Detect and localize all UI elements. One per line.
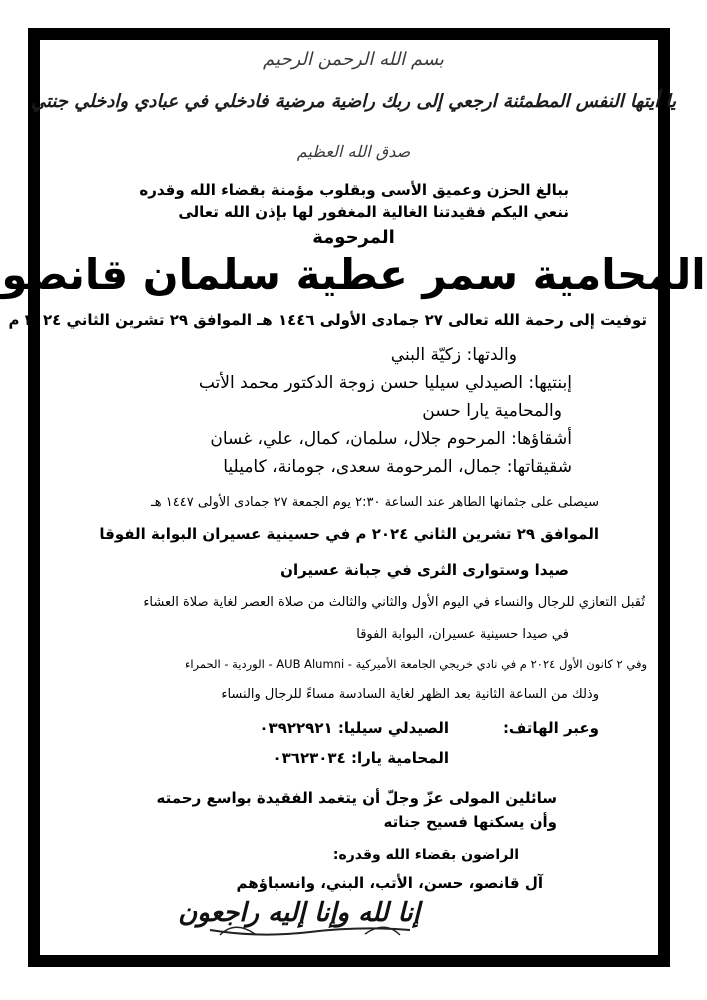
funeral-line-2: الموافق ٢٩ تشرين الثاني ٢٠٢٤ م في حسينية عسيران البوابة الفوقا bbox=[99, 525, 599, 543]
closing-label: الراضون بقضاء الله وقدره: bbox=[332, 847, 519, 863]
sisters-line: شقيقاتها: جمال، المرحومة سعدى، جومانة، كاميليا bbox=[223, 457, 572, 477]
deceased-name: المحامية سمر عطية سلمان قانصو bbox=[1, 250, 706, 299]
phone-label: وعبر الهاتف: bbox=[502, 719, 599, 737]
prayer-line-1: سائلين المولى عزّ وجلّ أن يتغمد الفقيدة بواسع رحمته bbox=[156, 789, 557, 807]
condolences-line-3: وفي ٢ كانون الأول ٢٠٢٤ م في نادي خريجي الجامعة الأميركية - AUB Alumni - الوردية - الحمراء bbox=[184, 657, 647, 671]
prayer-line-2: وأن يسكنها فسيح جناته bbox=[383, 813, 557, 831]
intro-line-1: ببالغ الحزن وعميق الأسى وبقلوب مؤمنة بقضاء الله وقدره bbox=[139, 181, 569, 199]
daughters-line-1: إبنتيها: الصيدلي سيليا حسن زوجة الدكتور محمد الأتب bbox=[198, 373, 572, 393]
final-verse: إنا لله وإنا إليه راجعون bbox=[178, 898, 420, 928]
basmala: بسم الله الرحمن الرحيم bbox=[263, 49, 444, 70]
final-verse-ornament bbox=[178, 890, 420, 945]
phone-contact-2: المحامية يارا: ٠٣٦٢٣٠٣٤ bbox=[272, 749, 449, 767]
mother-line: والدتها: زكيّة البني bbox=[390, 345, 517, 365]
quran-verse: يا أيتها النفس المطمئنة ارجعي إلى ربك راضية مرضية فادخلي في عبادي وادخلي جنتي bbox=[31, 91, 676, 112]
funeral-line-3: صيدا وستوارى الثرى في جبانة عسيران bbox=[280, 561, 569, 579]
death-date: توفيت إلى رحمة الله تعالى ٢٧ جمادى الأولى ١٤٤٦ هـ الموافق ٢٩ تشرين الثاني ٢٠٢٤ م bbox=[8, 311, 647, 329]
condolences-line-2: في صيدا حسينية عسيران، البوابة الفوقا bbox=[356, 627, 569, 642]
closing-families: آل قانصو، حسن، الأتب، البني، وانسباؤهم bbox=[236, 874, 543, 892]
sadaqa-allah: صدق الله العظيم bbox=[296, 142, 411, 161]
intro-line-2: ننعي اليكم فقيدتنا الغالية المغفور لها بإذن الله تعالى bbox=[178, 203, 569, 221]
condolences-line-1: تُقبل التعازي للرجال والنساء في اليوم الأول والثاني والثالث من صلاة العصر لغاية صلاة العشاء bbox=[143, 595, 645, 610]
condolences-line-4: وذلك من الساعة الثانية بعد الظهر لغاية السادسة مساءً للرجال والنساء bbox=[221, 687, 599, 702]
daughters-line-2: والمحامية يارا حسن bbox=[422, 401, 562, 421]
brothers-line: أشقاؤها: المرحوم جلال، سلمان، كمال، علي، غسان bbox=[210, 429, 572, 449]
title-label: المرحومة bbox=[312, 227, 395, 248]
funeral-line-1: سيصلى على جثمانها الطاهر عند الساعة ٢:٣٠ يوم الجمعة ٢٧ جمادى الأولى ١٤٤٧ هـ bbox=[150, 495, 599, 510]
phone-contact-1: الصيدلي سيليا: ٠٣٩٢٢٩٢١ bbox=[259, 719, 449, 737]
